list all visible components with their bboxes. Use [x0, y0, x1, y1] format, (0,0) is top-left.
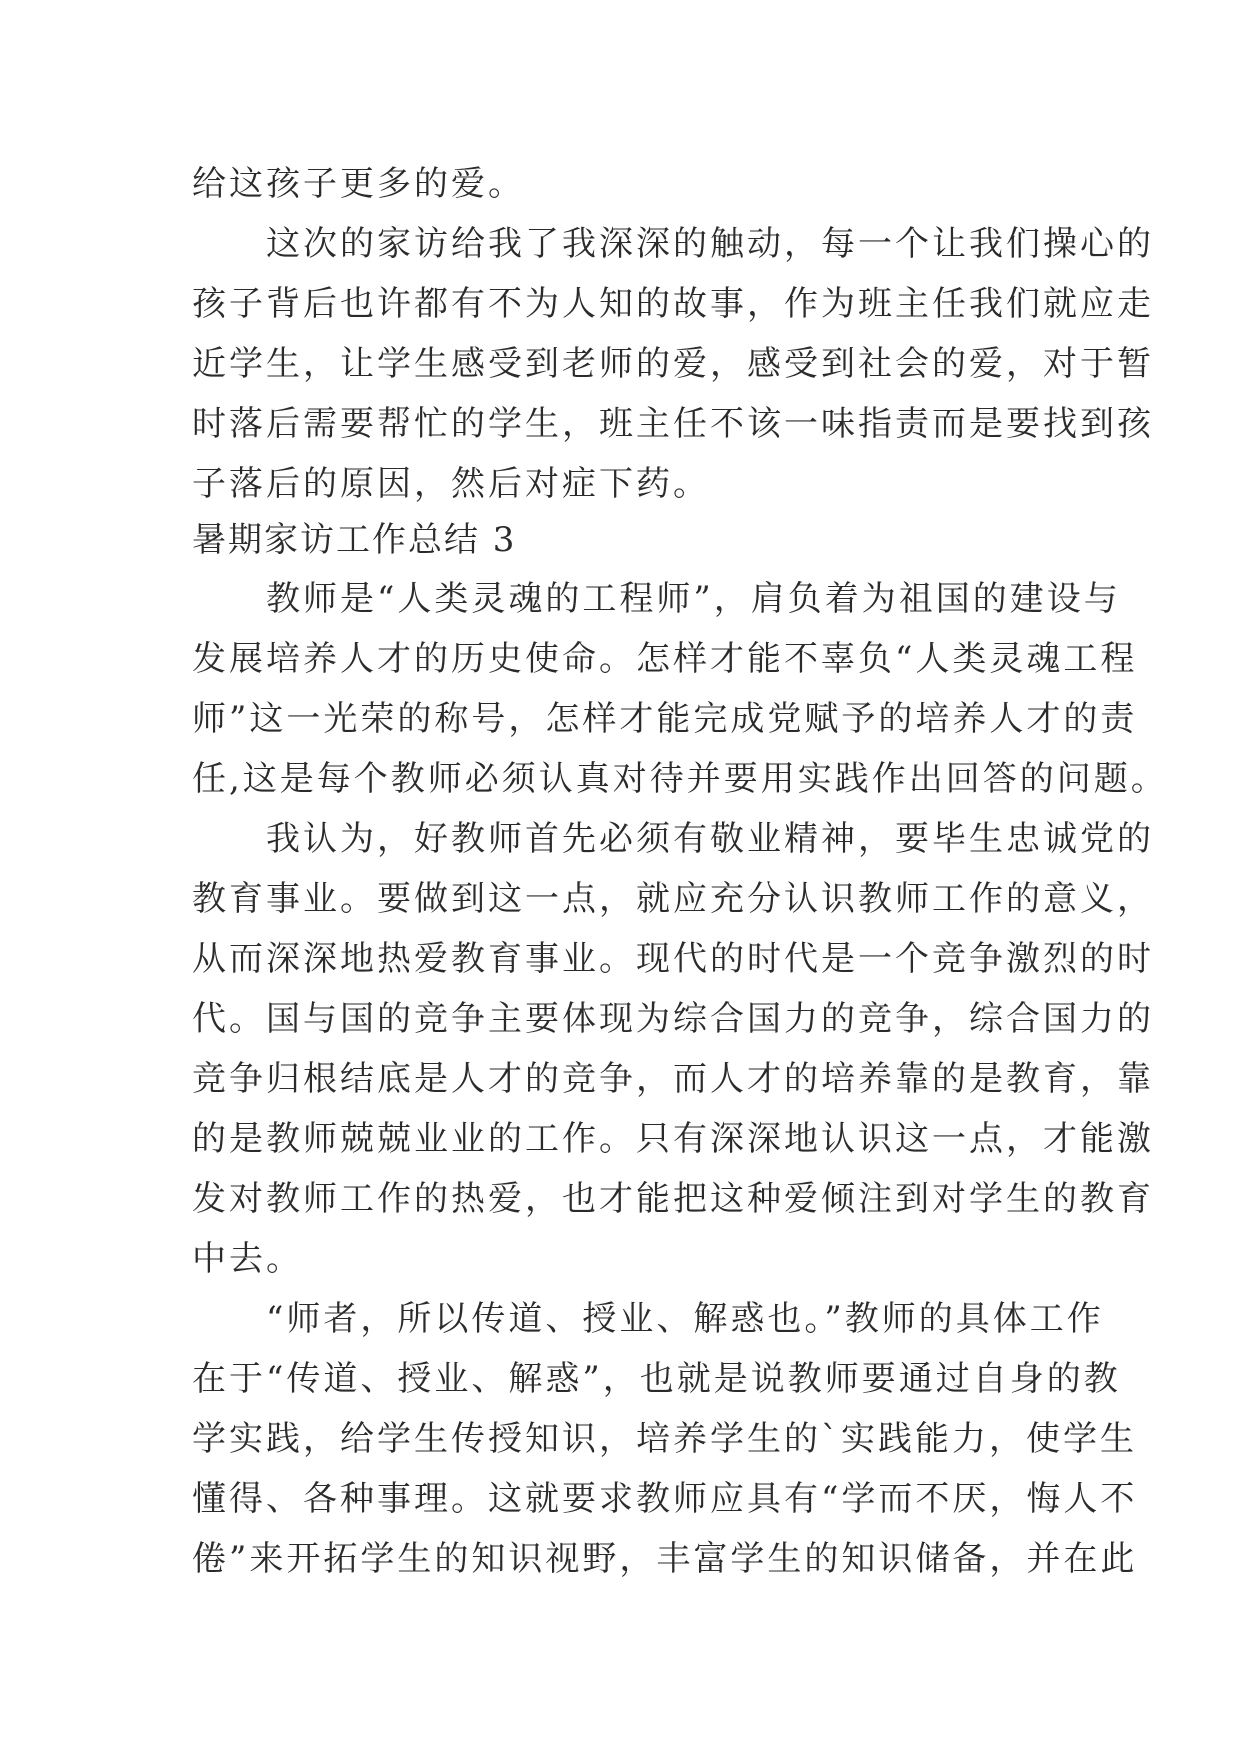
text-line: 这次的家访给我了我深深的触动，每一个让我们操心的: [192, 224, 1154, 264]
text-line: 我认为，好教师首先必须有敬业精神，要毕生忠诚党的: [192, 819, 1154, 859]
text-line: 懂得、各种事理。这就要求教师应具有“学而不厌，悔人不: [192, 1479, 1138, 1519]
text-line: 的是教师兢兢业业的工作。只有深深地认识这一点，才能激: [192, 1119, 1154, 1159]
text-line: 发展培养人才的历史使命。怎样才能不辜负“人类灵魂工程: [192, 639, 1138, 679]
section-heading: 暑期家访工作总结 3: [192, 520, 517, 560]
text-line: 教师是“人类灵魂的工程师”，肩负着为祖国的建设与: [192, 579, 1121, 619]
text-line: 代。国与国的竞争主要体现为综合国力的竞争，综合国力的: [192, 999, 1154, 1039]
text-line: 教育事业。要做到这一点，就应充分认识教师工作的意义，: [192, 879, 1154, 919]
text-line: 近学生，让学生感受到老师的爱，感受到社会的爱，对于暂: [192, 344, 1154, 384]
text-line: 中去。: [192, 1239, 303, 1279]
text-line: 孩子背后也许都有不为人知的故事，作为班主任我们就应走: [192, 284, 1154, 324]
text-line: 时落后需要帮忙的学生，班主任不该一味指责而是要找到孩: [192, 404, 1154, 444]
text-line: 倦”来开拓学生的知识视野，丰富学生的知识储备，并在此: [192, 1539, 1138, 1579]
text-line: 竞争归根结底是人才的竞争，而人才的培养靠的是教育，靠: [192, 1059, 1154, 1099]
text-line: 子落后的原因，然后对症下药。: [192, 464, 710, 504]
text-line: 在于“传道、授业、解惑”，也就是说教师要通过自身的教: [192, 1359, 1121, 1399]
text-line: 发对教师工作的热爱，也才能把这种爱倾注到对学生的教育: [192, 1179, 1154, 1219]
text-line: 任,这是每个教师必须认真对待并要用实践作出回答的问题。: [192, 759, 1168, 799]
text-line: 从而深深地热爱教育事业。现代的时代是一个竞争激烈的时: [192, 939, 1154, 979]
text-line: 给这孩子更多的爱。: [192, 164, 525, 204]
text-line: 师”这一光荣的称号，怎样才能完成党赋予的培养人才的责: [192, 699, 1138, 739]
text-line: “师者，所以传道、授业、解惑也。”教师的具体工作: [192, 1299, 1104, 1339]
text-line: 学实践，给学生传授知识，培养学生的`实践能力，使学生: [192, 1419, 1137, 1459]
